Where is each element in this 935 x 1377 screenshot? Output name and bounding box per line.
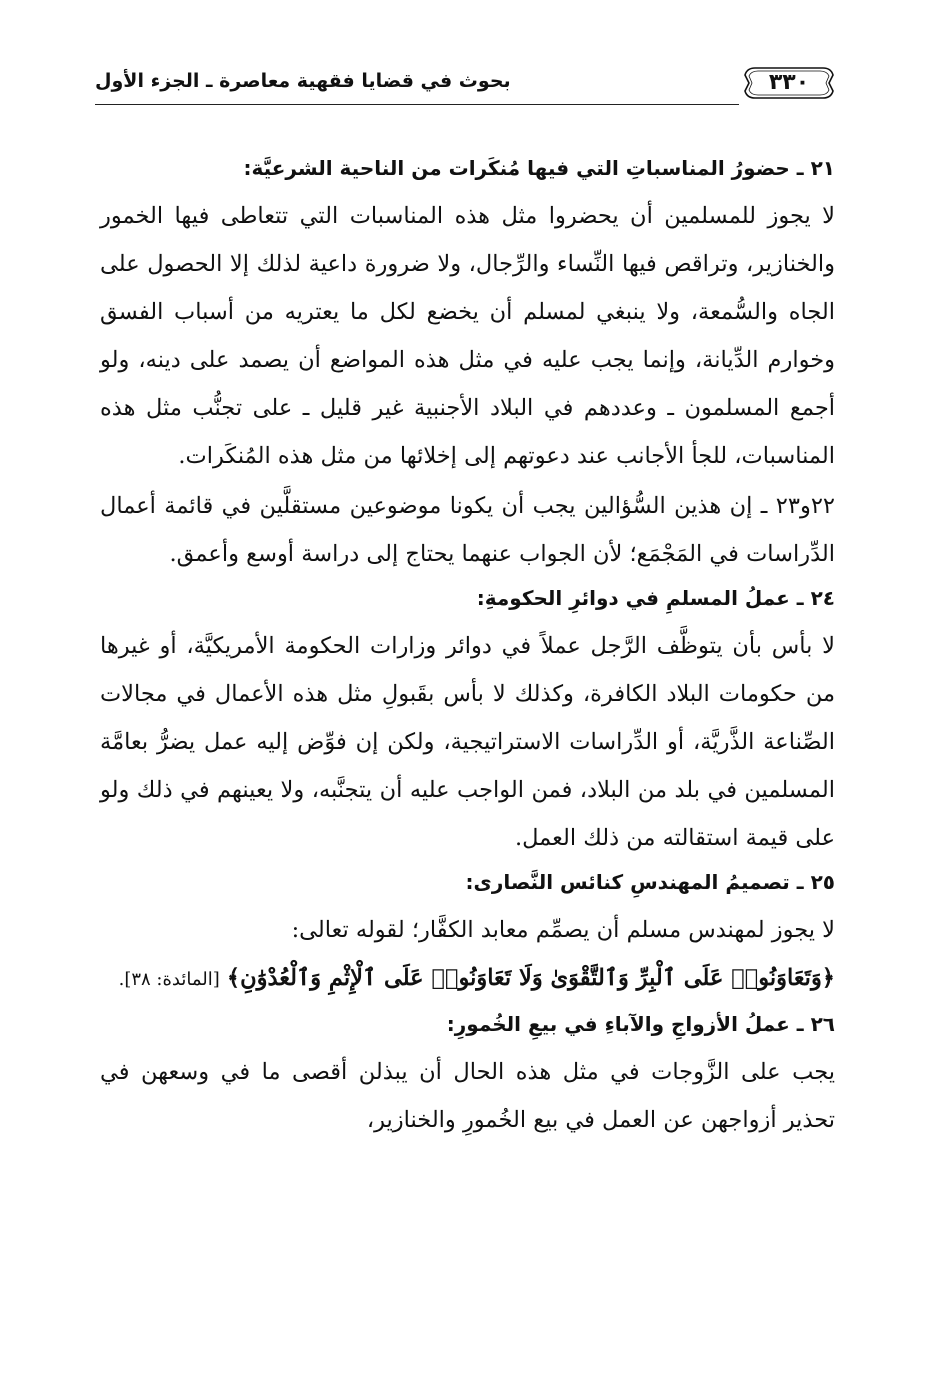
section-paragraph-21: لا يجوز للمسلمين أن يحضروا مثل هذه المناسبات التي تتعاطى فيها الخمور والخنازير، وتراقص فيها النِّساء والرِّجال، ولا ضرورة داعية لذلك إلا الحصول على الجاه والسُّمعة، ولا ينبغي لمسلم أن يخضع لكل ما يعتريه من أسباب الفسق وخوارم الدِّيانة، وإنما يجب عليه في مثل هذه المواضع أن يصمد على دينه، ولو أجمع المسلمون ـ وعددهم في البلاد الأجنبية غير قليل ـ على تجنُّب مثل هذه المناسبات، للجأ الأجانب عند دعوتهم إلى إخلائها من مثل هذه المُنكَرات. [100, 203, 835, 469]
page-number: ٣٣٠ [768, 70, 810, 95]
section-heading-24: ٢٤ ـ عملُ المسلمِ في دوائرِ الحكومةِ: [476, 586, 835, 610]
section-paragraph-26: يجب على الزَّوجات في مثل هذه الحال أن يبذلن أقصى ما في وسعهن في تحذير أزواجهن عن العمل في بيع الخُمورِ والخنازير، [100, 1059, 835, 1133]
section-heading-21: ٢١ ـ حضورُ المناسباتِ التي فيها مُنكَرات من الناحية الشرعيَّة: [243, 156, 835, 180]
page-number-frame [743, 64, 835, 102]
quran-verse: ﴿وَتَعَاوَنُوا۟ عَلَى ٱلْبِرِّ وَٱلتَّقْوَىٰ وَلَا تَعَاوَنُوا۟ عَلَى ٱلْإِثْمِ وَٱلْعُدْوَٰنِ﴾ [226, 965, 835, 991]
section-paragraph-24: لا بأس بأن يتوظَّف الرَّجل عملاً في دوائر وزارات الحكومة الأمريكيَّة، أو غيرها من حكومات البلاد الكافرة، وكذلك لا بأس بقَبولِ مثل هذه الأعمال في مجالات الصِّناعة الذَّريَّة، أو الدِّراسات الاستراتيجية، ولكن إن فوِّض إليه عمل يضرُّ بعامَّة المسلمين في بلد من البلاد، فمن الواجب عليه أن يتجنَّبه، ولا يعينهم في ذلك ولو على قيمة استقالته من ذلك العمل. [100, 633, 835, 851]
quran-reference: [المائدة: ٣٨]. [118, 969, 220, 990]
header-divider [95, 104, 739, 105]
page-body [100, 150, 835, 1146]
section-paragraph-25 [100, 906, 835, 1004]
section-heading-26: ٢٦ ـ عملُ الأزواجِ والآباءِ في بيعِ الخُمورِ: [446, 1012, 835, 1036]
running-header [95, 62, 835, 108]
book-title: بحوث في قضايا فقهية معاصرة ـ الجزء الأول [95, 70, 511, 92]
section-paragraph-22-23: ٢٢و٢٣ ـ إن هذين السُّؤالين يجب أن يكونا موضوعين مستقلَّين في قائمة أعمال الدِّراسات في المَجْمَع؛ لأن الجواب عنهما يحتاج إلى دراسة أوسع وأعمق. [100, 493, 835, 567]
section-heading-25: ٢٥ ـ تصميمُ المهندسِ كنائس النَّصارى: [465, 870, 835, 894]
section-paragraph-25-text: لا يجوز لمهندس مسلم أن يصمِّم معابد الكفَّار؛ لقوله تعالى: [291, 917, 835, 943]
